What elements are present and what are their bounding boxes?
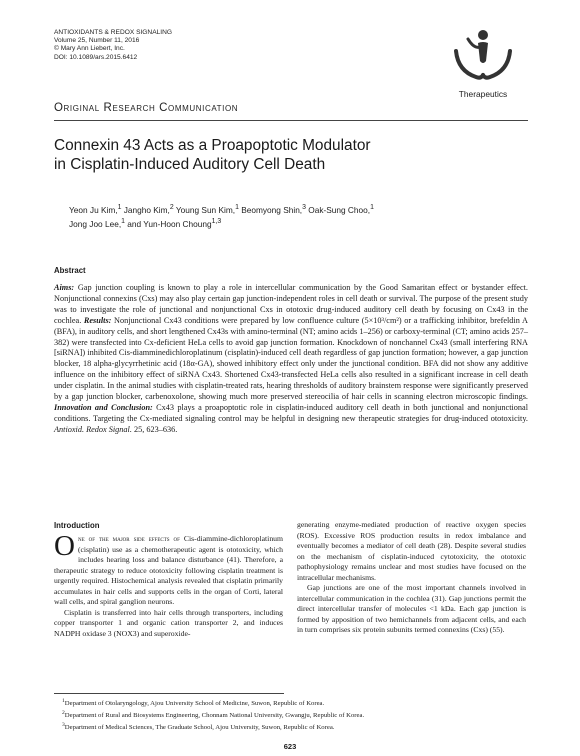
abstract-heading: Abstract — [54, 266, 86, 275]
intro-paragraph-4: Gap junctions are one of the most important channels involved in intercellular communication in the cochlea (31). Gap junctions permit the direct intercellular transfer of molecules <1 kDa. Each gap junction is formed by apposition of two hemichannels from adjacent cells, and each in turn comprises six protein subunits termed connexins (Cxs) (55). — [297, 583, 526, 634]
footnote-marker: 2 — [62, 709, 65, 716]
author-name: Oak-Sung Choo, — [305, 204, 371, 215]
section-label: Original Research Communication — [54, 102, 239, 114]
footnote-marker: 3 — [62, 721, 65, 728]
journal-info — [54, 29, 172, 62]
affiliation-footnotes — [62, 697, 532, 732]
logo-label: Therapeutics — [458, 89, 508, 99]
author-name: and Yun-Hoon Choung — [124, 219, 212, 230]
therapeutics-logo — [437, 27, 529, 103]
author-list — [69, 202, 509, 231]
results-label: Results: — [83, 315, 112, 325]
intro-paragraph-3: generating enzyme-mediated production of reactive oxygen species (ROS). Excessive ROS production results in redox imbalance and eventually becomes a mediator of cell death (28). Despite several studies on the mechanism of cisplatin-induced cytotoxicity, the ototoxic pathophysiology remains unclear and most studies have focused on the intracellular mechanisms. — [297, 520, 526, 582]
author-name: Jong Joo Lee, — [69, 219, 122, 230]
author-name: Yeon Ju Kim, — [69, 204, 118, 215]
aims-label: Aims: — [54, 283, 75, 292]
abstract-body — [54, 283, 528, 436]
left-column — [54, 530, 283, 639]
journal-copyright: © Mary Ann Liebert, Inc. — [54, 45, 125, 53]
right-column — [297, 520, 526, 636]
intro-paragraph-1 — [54, 530, 283, 608]
journal-name: ANTIOXIDANTS & REDOX SIGNALING — [54, 29, 172, 36]
human-figure-hands-logo-icon — [448, 27, 518, 87]
affiliation-marker: 1,3 — [211, 218, 222, 226]
title-line-1: Connexin 43 Acts as a Proapoptotic Modulator — [54, 137, 371, 154]
footnote-divider — [54, 693, 284, 694]
footnote-marker: 1 — [62, 698, 65, 704]
title-line-2: in Cisplatin-Induced Auditory Cell Death — [54, 156, 326, 174]
citation-journal: Antioxid. Redox Signal. — [54, 424, 132, 434]
affiliation-marker: 1 — [235, 204, 239, 211]
innovation-text: Cx43 plays a proapoptotic role in cisplatin-induced auditory cell death in both junctional and nonjunctional conditions. Targeting the Cx-mediated signaling control may be helpful in designing new therapeutic strategies for drug-induced ototoxicity. — [54, 402, 528, 423]
affiliation-marker: 1 — [370, 204, 374, 211]
page-number: 623 — [283, 742, 297, 751]
lead-small-caps: ne of the major side effects of — [77, 534, 184, 543]
author-name: Jangho Kim, — [121, 204, 170, 215]
intro-paragraph-2: Cisplatin is transferred into hair cells through transporters, including copper transporter 1 and organic cation transporter 2, and induces NADPH oxidase 3 (NOX3) and superoxide- — [54, 607, 283, 638]
affiliation-marker: 1 — [117, 204, 122, 211]
author-name: Beomyong Shin, — [238, 204, 303, 215]
header-divider — [54, 120, 528, 121]
footnote — [62, 721, 532, 733]
footnote-text: Department of Otolaryngology, Ajou University School of Medicine, Suwon, Republic of Korea. — [64, 700, 325, 708]
footnote-text: Department of Medical Sciences, The Graduate School, Ajou University, Suwon, Republic of Korea. — [64, 723, 335, 731]
author-name: Young Sun Kim, — [173, 204, 236, 215]
citation-volume-pages: 25, 623–636. — [131, 424, 178, 434]
affiliation-marker: 3 — [302, 204, 306, 211]
author-line-1 — [69, 202, 509, 216]
footnote-text: Department of Rural and Biosystems Engineering, Chonnam National University, Gwangju, Republic of Korea. — [64, 712, 365, 720]
paragraph-text: Cis-diammine-dichloroplatinum (cisplatin) use as a chemotherapeutic agent is ototoxicity, which includes hearing loss and balance disturbance (41). Therefore, a therapeutic strategy to reduce ototoxicity following cisplatin treatment is urgently required. Histochemical analysis revealed that cisplatin primarily accumulates in hair cells and supports cells in the organ of Corti, lateral wall cells, and spiral ganglion neurons. — [54, 534, 283, 606]
journal-doi: DOI: 10.1089/ars.2015.6412 — [54, 53, 138, 61]
drop-cap: O — [54, 530, 75, 562]
aims-text: Gap junction coupling is known to play a role in intercellular communication by the Good Samaritan effect or bystander effect. Nonjunctional connexins (Cxs) may also play certain gap junction-independent roles in cell death or survival. The purpose of the present study was to investigate the role of junctional and nonjunctional Cxs in ototoxic drug-induced auditory cell death by focusing on Cx43 in the cochlea. — [54, 283, 528, 325]
affiliation-marker: 1 — [121, 218, 125, 226]
innovation-label: Innovation and Conclusion: — [54, 402, 153, 412]
footnote — [62, 709, 532, 721]
journal-volume: Volume 25, Number 11, 2016 — [54, 37, 140, 45]
footnote — [62, 697, 532, 709]
results-text: Nonjunctional Cx43 conditions were prepared by low confluence culture (5×10³/cm²) or a trafficking inhibitor, brefeldin A (BFA), in auditory cells, and short lengthened Cx43s with amino-terminal (NT; amino acids 1–256) or carboxy-terminal (CT; amino acids 257–382) were transfected into Cx-deficient HeLa cells to avoid gap junction formation. Knockdown of nonchannel Cx43 (small interfering RNA [siRNA]) inhibited Cis-diamminedichloroplatinum (cisplatin)-induced cell death regardless of gap junction formation; however, a gap junction blocker, 18 alpha-glycyrrhetinic acid (18α-GA), showed inhibitory effect only under the junctional condition. BFA did not show any additive influence on the inhibitory effect of siRNA Cx43. Shortened Cx43-transfected HeLa cells also resulted in a significant increase in cell death under cisplatin. In the animal studies with cisplatin-treated rats, hearing thresholds of auditory brainstem response were significantly preserved by a gap junction blocker, carbenoxolone, showing much more preserved stereocilia of hair cells in scanning electron microscopic findings. — [54, 315, 528, 402]
author-line-2 — [69, 216, 509, 230]
affiliation-marker: 2 — [169, 204, 174, 211]
article-title — [54, 136, 524, 175]
introduction-heading: Introduction — [54, 521, 100, 530]
